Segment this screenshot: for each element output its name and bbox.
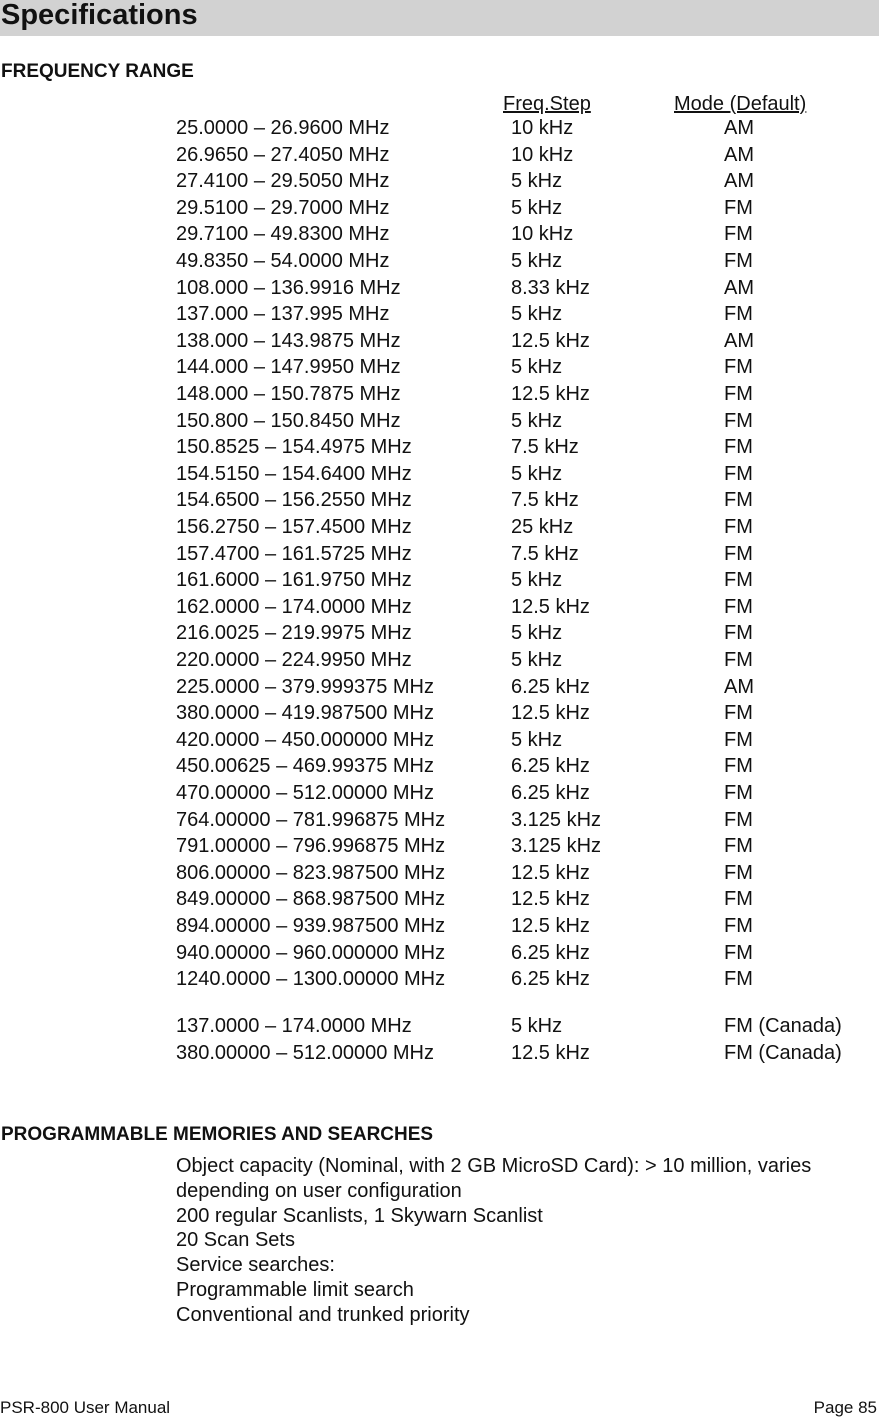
frequency-range-cell: 148.000 – 150.7875 MHz <box>176 383 401 405</box>
frequency-row <box>0 382 879 406</box>
frequency-row <box>0 781 879 805</box>
frequency-row <box>0 621 879 645</box>
frequency-step-cell: 3.125 kHz <box>511 809 602 831</box>
frequency-step-cell: 5 kHz <box>511 569 563 591</box>
frequency-row <box>0 143 879 167</box>
mode-cell: FM <box>724 543 753 565</box>
frequency-range-cell: 764.00000 – 781.996875 MHz <box>176 809 446 831</box>
frequency-range-cell: 27.4100 – 29.5050 MHz <box>176 170 390 192</box>
mode-column-header: Mode (Default) <box>674 93 807 115</box>
mode-cell: FM <box>724 729 753 751</box>
frequency-row <box>0 409 879 433</box>
frequency-row <box>0 488 879 512</box>
frequency-row <box>0 515 879 539</box>
frequency-range-cell: 26.9650 – 27.4050 MHz <box>176 144 390 166</box>
frequency-step-cell: 10 kHz <box>511 223 574 245</box>
frequency-range-heading: FREQUENCY RANGE <box>1 61 194 82</box>
frequency-step-cell: 12.5 kHz <box>511 702 590 724</box>
frequency-step-cell: 10 kHz <box>511 144 574 166</box>
frequency-step-cell: 8.33 kHz <box>511 277 590 299</box>
mode-cell: FM <box>724 489 753 511</box>
mode-cell: FM <box>724 516 753 538</box>
memories-list <box>176 1154 876 1328</box>
frequency-range-cell: 49.8350 – 54.0000 MHz <box>176 250 390 272</box>
frequency-step-cell: 6.25 kHz <box>511 968 590 990</box>
frequency-step-cell: 5 kHz <box>511 649 563 671</box>
memories-line: Conventional and trunked priority <box>176 1303 470 1326</box>
frequency-row <box>0 276 879 300</box>
mode-cell: FM <box>724 649 753 671</box>
frequency-range-cell: 806.00000 – 823.987500 MHz <box>176 862 446 884</box>
frequency-step-cell: 6.25 kHz <box>511 942 590 964</box>
frequency-step-cell: 5 kHz <box>511 356 563 378</box>
title-bar <box>0 0 879 36</box>
frequency-step-cell: 12.5 kHz <box>511 1042 590 1064</box>
frequency-step-cell: 7.5 kHz <box>511 489 579 511</box>
frequency-range-cell: 420.0000 – 450.000000 MHz <box>176 729 434 751</box>
frequency-range-cell: 29.5100 – 29.7000 MHz <box>176 197 390 219</box>
frequency-row <box>0 675 879 699</box>
mode-cell: FM <box>724 463 753 485</box>
frequency-range-cell: 138.000 – 143.9875 MHz <box>176 330 401 352</box>
frequency-step-cell: 12.5 kHz <box>511 596 590 618</box>
frequency-range-cell: 791.00000 – 796.996875 MHz <box>176 835 446 857</box>
frequency-step-cell: 12.5 kHz <box>511 383 590 405</box>
frequency-step-cell: 5 kHz <box>511 250 563 272</box>
frequency-step-cell: 5 kHz <box>511 622 563 644</box>
mode-cell: FM (Canada) <box>724 1042 842 1064</box>
frequency-range-cell: 156.2750 – 157.4500 MHz <box>176 516 412 538</box>
frequency-row <box>0 196 879 220</box>
mode-cell: FM <box>724 383 753 405</box>
frequency-step-cell: 12.5 kHz <box>511 862 590 884</box>
frequency-row <box>0 808 879 832</box>
frequency-step-cell: 5 kHz <box>511 729 563 751</box>
mode-cell: FM <box>724 410 753 432</box>
frequency-row <box>0 329 879 353</box>
frequency-range-cell: 25.0000 – 26.9600 MHz <box>176 117 390 139</box>
frequency-row <box>0 568 879 592</box>
mode-cell: FM <box>724 622 753 644</box>
frequency-step-cell: 6.25 kHz <box>511 782 590 804</box>
frequency-range-cell: 157.4700 – 161.5725 MHz <box>176 543 412 565</box>
frequency-row <box>0 595 879 619</box>
frequency-step-cell: 6.25 kHz <box>511 676 590 698</box>
frequency-step-cell: 5 kHz <box>511 410 563 432</box>
memories-line: depending on user configuration <box>176 1179 462 1202</box>
mode-cell: FM <box>724 250 753 272</box>
frequency-range-cell: 894.00000 – 939.987500 MHz <box>176 915 446 937</box>
frequency-row <box>0 648 879 672</box>
frequency-step-cell: 12.5 kHz <box>511 888 590 910</box>
footer-page-number: Page 85 <box>813 1398 877 1417</box>
frequency-range-cell: 154.5150 – 154.6400 MHz <box>176 463 412 485</box>
frequency-step-cell: 12.5 kHz <box>511 915 590 937</box>
page-title: Specifications <box>1 0 198 31</box>
freq-step-column-header: Freq.Step <box>503 93 591 115</box>
frequency-range-cell: 150.8525 – 154.4975 MHz <box>176 436 412 458</box>
frequency-row <box>0 435 879 459</box>
memories-line: 200 regular Scanlists, 1 Skywarn Scanlist <box>176 1204 543 1227</box>
frequency-range-cell: 161.6000 – 161.9750 MHz <box>176 569 412 591</box>
frequency-step-cell: 25 kHz <box>511 516 574 538</box>
frequency-row <box>0 861 879 885</box>
frequency-row <box>0 542 879 566</box>
frequency-step-cell: 5 kHz <box>511 1015 563 1037</box>
frequency-row <box>0 887 879 911</box>
frequency-range-cell: 380.0000 – 419.987500 MHz <box>176 702 434 724</box>
mode-cell: AM <box>724 170 754 192</box>
frequency-row <box>0 914 879 938</box>
mode-cell: AM <box>724 676 754 698</box>
frequency-range-cell: 940.00000 – 960.000000 MHz <box>176 942 446 964</box>
mode-cell: FM <box>724 755 753 777</box>
frequency-row <box>0 116 879 140</box>
mode-cell: AM <box>724 277 754 299</box>
frequency-range-cell: 470.00000 – 512.00000 MHz <box>176 782 434 804</box>
mode-cell: AM <box>724 117 754 139</box>
frequency-range-cell: 137.0000 – 174.0000 MHz <box>176 1015 412 1037</box>
frequency-range-cell: 380.00000 – 512.00000 MHz <box>176 1042 434 1064</box>
frequency-range-cell: 150.800 – 150.8450 MHz <box>176 410 401 432</box>
frequency-step-cell: 12.5 kHz <box>511 330 590 352</box>
frequency-range-cell: 220.0000 – 224.9950 MHz <box>176 649 412 671</box>
frequency-range-cell: 1240.0000 – 1300.00000 MHz <box>176 968 446 990</box>
frequency-range-cell: 216.0025 – 219.9975 MHz <box>176 622 412 644</box>
frequency-row <box>0 967 879 991</box>
frequency-row <box>0 834 879 858</box>
frequency-step-cell: 5 kHz <box>511 170 563 192</box>
mode-cell: AM <box>724 144 754 166</box>
mode-cell: FM <box>724 197 753 219</box>
mode-cell: AM <box>724 330 754 352</box>
memories-line: Object capacity (Nominal, with 2 GB MicroSD Card): > 10 million, varies <box>176 1155 812 1177</box>
frequency-step-cell: 6.25 kHz <box>511 755 590 777</box>
frequency-row <box>0 249 879 273</box>
frequency-range-cell: 162.0000 – 174.0000 MHz <box>176 596 412 618</box>
frequency-row <box>0 169 879 193</box>
frequency-range-cell: 108.000 – 136.9916 MHz <box>176 277 401 299</box>
memories-line: Programmable limit search <box>176 1278 414 1301</box>
memories-line: 20 Scan Sets <box>176 1229 295 1252</box>
frequency-range-cell: 450.00625 – 469.99375 MHz <box>176 755 434 777</box>
footer-manual-name: PSR-800 User Manual <box>0 1398 171 1417</box>
frequency-row <box>0 728 879 752</box>
mode-cell: FM <box>724 915 753 937</box>
frequency-step-cell: 7.5 kHz <box>511 543 579 565</box>
mode-cell: FM <box>724 303 753 325</box>
mode-cell: FM (Canada) <box>724 1015 842 1037</box>
mode-cell: FM <box>724 569 753 591</box>
frequency-range-cell: 137.000 – 137.995 MHz <box>176 303 390 325</box>
mode-cell: FM <box>724 862 753 884</box>
memories-heading: PROGRAMMABLE MEMORIES AND SEARCHES <box>1 1124 434 1145</box>
mode-cell: FM <box>724 436 753 458</box>
frequency-range-cell: 144.000 – 147.9950 MHz <box>176 356 401 378</box>
frequency-range-cell: 29.7100 – 49.8300 MHz <box>176 223 390 245</box>
frequency-row <box>0 1014 879 1038</box>
mode-cell: FM <box>724 835 753 857</box>
frequency-step-cell: 5 kHz <box>511 197 563 219</box>
frequency-row <box>0 302 879 326</box>
mode-cell: FM <box>724 356 753 378</box>
frequency-range-cell: 225.0000 – 379.999375 MHz <box>176 676 434 698</box>
frequency-step-cell: 7.5 kHz <box>511 436 579 458</box>
mode-cell: FM <box>724 968 753 990</box>
frequency-row <box>0 1041 879 1065</box>
mode-cell: FM <box>724 809 753 831</box>
frequency-row <box>0 355 879 379</box>
frequency-step-cell: 3.125 kHz <box>511 835 602 857</box>
memories-line: Service searches: <box>176 1254 335 1277</box>
mode-cell: FM <box>724 942 753 964</box>
frequency-step-cell: 5 kHz <box>511 303 563 325</box>
frequency-row <box>0 754 879 778</box>
frequency-step-cell: 5 kHz <box>511 463 563 485</box>
mode-cell: FM <box>724 782 753 804</box>
frequency-row <box>0 941 879 965</box>
frequency-row <box>0 222 879 246</box>
frequency-step-cell: 10 kHz <box>511 117 574 139</box>
mode-cell: FM <box>724 596 753 618</box>
mode-cell: FM <box>724 223 753 245</box>
frequency-row <box>0 462 879 486</box>
frequency-range-cell: 849.00000 – 868.987500 MHz <box>176 888 446 910</box>
mode-cell: FM <box>724 888 753 910</box>
frequency-range-cell: 154.6500 – 156.2550 MHz <box>176 489 412 511</box>
frequency-row <box>0 701 879 725</box>
mode-cell: FM <box>724 702 753 724</box>
